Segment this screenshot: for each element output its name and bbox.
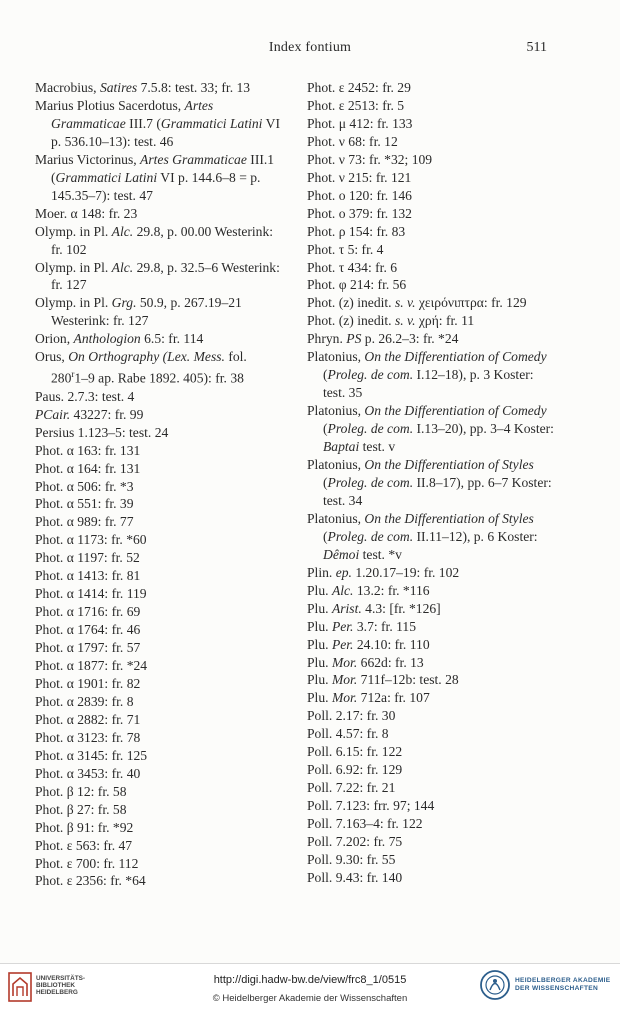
entry-text: Phot. α 1413: fr. 81 xyxy=(35,568,141,584)
entry-text: Orion, xyxy=(35,331,74,347)
entry-text: 711f–12b: test. 28 xyxy=(357,672,459,688)
entry-text: Platonius, xyxy=(307,349,365,365)
entry-text: Olymp. in Pl. xyxy=(35,223,112,239)
index-entry xyxy=(307,725,555,743)
academy-logo-icon[interactable] xyxy=(479,969,511,1001)
index-entry xyxy=(35,729,285,747)
index-entry xyxy=(307,797,555,815)
academy-line-1: HEIDELBERGER AKADEMIE xyxy=(515,977,611,984)
academy-name xyxy=(515,977,610,993)
entry-text: II.8–17), pp. 6–7 Koster: test. 34 xyxy=(323,474,552,508)
entry-text: 1–9 ap. Rabe 1892. 405): fr. 38 xyxy=(74,370,244,386)
entry-text: Plu. xyxy=(307,690,332,706)
index-entry xyxy=(307,115,555,133)
index-entry xyxy=(35,442,285,460)
entry-text: I.12–18), p. 3 Koster: test. 35 xyxy=(323,367,534,401)
entry-text: Phot. ε 2452: fr. 29 xyxy=(307,80,411,95)
index-entry xyxy=(35,223,285,259)
index-entry xyxy=(307,510,555,564)
entry-text: Phot. α 506: fr. *3 xyxy=(35,478,134,494)
entry-italic-title: ep. xyxy=(335,564,352,580)
page-number: 511 xyxy=(526,40,547,55)
entry-text: ( xyxy=(323,367,328,383)
index-entry xyxy=(307,187,555,205)
entry-text: Marius Victorinus, xyxy=(35,151,141,167)
index-entry xyxy=(307,79,555,97)
index-entry xyxy=(307,600,555,618)
entry-text: 1.20.17–19: fr. 102 xyxy=(351,564,460,580)
index-entry xyxy=(307,707,555,725)
entry-text: Phot. α 1414: fr. 119 xyxy=(35,586,147,602)
entry-text: Paus. 2.7.3: test. 4 xyxy=(35,388,135,404)
index-entry xyxy=(307,456,555,510)
index-entry xyxy=(35,97,285,151)
ub-line-3: HEIDELBERG xyxy=(36,989,78,997)
entry-text: 29.8, p. 32.5–6 Westerink: fr. 127 xyxy=(51,259,280,293)
index-entry xyxy=(35,406,285,424)
index-entry xyxy=(307,151,555,169)
index-entry xyxy=(307,654,555,672)
index-entry xyxy=(35,855,285,873)
index-entry xyxy=(35,747,285,765)
index-entry xyxy=(307,259,555,277)
entry-text: Olymp. in Pl. xyxy=(35,259,112,275)
academy-line-2: DER WISSENSCHAFTEN xyxy=(515,985,599,992)
entry-italic-title: s. v. xyxy=(394,313,416,329)
entry-text: Phot. ε 2356: fr. *64 xyxy=(35,873,146,889)
entry-text: Phot. α 1877: fr. *24 xyxy=(35,658,148,674)
entry-text: Plu. xyxy=(307,672,332,688)
entry-text: Poll. 2.17: fr. 30 xyxy=(307,708,396,724)
entry-italic-title: On the Differentiation of Styles xyxy=(364,457,534,473)
index-entry xyxy=(35,621,285,639)
index-entry xyxy=(35,478,285,496)
index-entry xyxy=(35,675,285,693)
index-entry xyxy=(35,819,285,837)
entry-text: 6.5: fr. 114 xyxy=(140,331,204,347)
entry-text: Marius Plotius Sacerdotus, xyxy=(35,97,185,113)
entry-text: II.11–12), p. 6 Koster: xyxy=(413,528,538,544)
entry-text: Poll. 4.57: fr. 8 xyxy=(307,726,389,742)
index-entry xyxy=(35,567,285,585)
entry-text: III.7 ( xyxy=(125,115,161,131)
entry-italic-title: Anthologion xyxy=(73,331,141,347)
entry-text: 3.7: fr. 115 xyxy=(353,618,417,634)
entry-italic-title: On Orthography (Lex. Mess. xyxy=(68,349,225,365)
entry-italic-title: Alc. xyxy=(111,259,134,275)
entry-text: Phot. ν 73: fr. *32; 109 xyxy=(307,151,433,167)
index-entry xyxy=(307,743,555,761)
index-entry xyxy=(35,549,285,567)
entry-text: 7.5.8: test. 33; fr. 13 xyxy=(137,80,251,95)
entry-text: Phot. ν 215: fr. 121 xyxy=(307,169,412,185)
entry-text: Plu. xyxy=(307,654,332,670)
entry-text: Poll. 6.15: fr. 122 xyxy=(307,744,403,760)
index-entry xyxy=(35,424,285,442)
entry-superscript: r xyxy=(71,369,75,380)
entry-italic-title: Alc. xyxy=(331,582,354,598)
ub-line-1: UNIVERSITÄTS- xyxy=(36,975,85,982)
index-entry xyxy=(307,241,555,259)
index-entry xyxy=(35,205,285,223)
index-entry xyxy=(35,585,285,603)
entry-italic-title: Proleg. de com. xyxy=(327,367,414,383)
index-entry xyxy=(307,689,555,707)
entry-italic-title: Satires xyxy=(99,80,138,95)
index-entry xyxy=(307,133,555,151)
entry-text: test. *v xyxy=(359,546,402,562)
page-header xyxy=(0,40,620,60)
running-title: Index fontium xyxy=(268,40,352,55)
entry-text: Macrobius, xyxy=(35,80,100,95)
entry-text: Phot. ε 563: fr. 47 xyxy=(35,837,133,853)
entry-text: ( xyxy=(323,421,328,437)
entry-italic-title: Dêmoi xyxy=(323,546,360,562)
index-entry xyxy=(307,869,555,887)
entry-italic-title: Artes Grammaticae xyxy=(140,151,247,167)
index-entry xyxy=(35,693,285,711)
index-entry xyxy=(307,205,555,223)
entry-italic-title: On the Differentiation of Comedy xyxy=(364,403,547,419)
entry-text: 29.8, p. 00.00 Westerink: fr. 102 xyxy=(51,223,274,257)
copyright-notice: © Heidelberger Akademie der Wissenschaften xyxy=(212,993,408,1004)
index-entry xyxy=(307,564,555,582)
permalink-url[interactable]: http://digi.hadw-bw.de/view/frc8_1/0515 xyxy=(213,974,407,986)
index-entry xyxy=(307,671,555,689)
index-entry xyxy=(307,833,555,851)
entry-text: Plu. xyxy=(307,618,332,634)
entry-text: Olymp. in Pl. xyxy=(35,295,112,311)
entry-italic-title: Grammatici Latini xyxy=(55,169,158,185)
entry-italic-title: s. v. xyxy=(394,295,416,311)
entry-text: Poll. 7.123: frr. 97; 144 xyxy=(307,798,435,814)
entry-text: Phot. α 3453: fr. 40 xyxy=(35,765,141,781)
entry-text: Phot. α 163: fr. 131 xyxy=(35,442,141,458)
index-entry xyxy=(307,330,555,348)
index-entry xyxy=(307,815,555,833)
entry-text: Poll. 7.22: fr. 21 xyxy=(307,780,396,796)
index-entry xyxy=(35,330,285,348)
index-entry xyxy=(35,151,285,205)
entry-italic-title: On the Differentiation of Comedy xyxy=(364,349,547,365)
entry-text: Phot. ε 700: fr. 112 xyxy=(35,855,139,871)
entry-italic-title: PS xyxy=(346,331,362,347)
index-entry xyxy=(35,639,285,657)
entry-text: Phot. α 2839: fr. 8 xyxy=(35,693,134,709)
entry-text: Phot. ρ 154: fr. 83 xyxy=(307,223,406,239)
index-entry xyxy=(307,636,555,654)
entry-text: Phot. τ 5: fr. 4 xyxy=(307,241,384,257)
entry-italic-title: Artes Grammaticae xyxy=(51,97,214,131)
entry-text: Phot. φ 214: fr. 56 xyxy=(307,277,407,293)
index-entry xyxy=(35,711,285,729)
index-column-left xyxy=(35,79,285,890)
entry-text: Plin. xyxy=(307,564,336,580)
entry-text: Phot. ο 120: fr. 146 xyxy=(307,187,412,203)
index-entry xyxy=(35,872,285,890)
entry-text: 13.2: fr. *116 xyxy=(353,582,430,598)
index-entry xyxy=(307,97,555,115)
entry-text: Poll. 6.92: fr. 129 xyxy=(307,762,403,778)
entry-text: χρή: fr. 11 xyxy=(415,313,475,329)
index-entry xyxy=(307,851,555,869)
entry-italic-title: Proleg. de com. xyxy=(327,528,414,544)
entry-text: Plu. xyxy=(307,600,332,616)
entry-italic-title: Per. xyxy=(331,636,354,652)
index-entry xyxy=(35,801,285,819)
index-entry xyxy=(307,761,555,779)
viewer-footer xyxy=(0,964,620,1009)
index-column-right xyxy=(307,79,555,887)
entry-text: Platonius, xyxy=(307,403,365,419)
index-entry xyxy=(307,169,555,187)
entry-text: Phot. α 1797: fr. 57 xyxy=(35,640,141,656)
entry-text: Phot. α 989: fr. 77 xyxy=(35,514,134,530)
entry-text: Phot. ο 379: fr. 132 xyxy=(307,205,412,221)
index-entry xyxy=(307,294,555,312)
index-entry xyxy=(35,531,285,549)
index-entry xyxy=(35,603,285,621)
entry-text: ( xyxy=(323,528,328,544)
index-entry xyxy=(307,618,555,636)
entry-text: Phot. α 1173: fr. *60 xyxy=(35,532,147,548)
index-entry xyxy=(35,495,285,513)
entry-text: Platonius, xyxy=(307,457,365,473)
index-entry xyxy=(307,779,555,797)
entry-text: 4.3: [fr. *126] xyxy=(361,600,441,616)
index-entry xyxy=(35,783,285,801)
entry-italic-title: Alc. xyxy=(111,223,134,239)
entry-text: 24.10: fr. 110 xyxy=(353,636,430,652)
entry-text: Plu. xyxy=(307,582,332,598)
entry-text: Phot. μ 412: fr. 133 xyxy=(307,115,413,131)
entry-text: Phot. α 551: fr. 39 xyxy=(35,496,134,512)
index-entry xyxy=(35,259,285,295)
entry-text: 43227: fr. 99 xyxy=(70,406,144,422)
entry-italic-title: Per. xyxy=(331,618,354,634)
entry-text: Phot. τ 434: fr. 6 xyxy=(307,259,398,275)
index-entry xyxy=(35,79,285,97)
entry-italic-title: Grammatici Latini xyxy=(160,115,263,131)
entry-text: Phot. α 1716: fr. 69 xyxy=(35,604,141,620)
entry-text: Plu. xyxy=(307,636,332,652)
index-entry xyxy=(35,657,285,675)
entry-text: Platonius, xyxy=(307,510,365,526)
index-entry xyxy=(35,348,285,387)
ub-line-2: BIBLIOTHEK xyxy=(36,982,76,990)
entry-text: 662d: fr. 13 xyxy=(357,654,424,670)
index-entry xyxy=(307,276,555,294)
index-entry xyxy=(307,582,555,600)
index-entry xyxy=(35,765,285,783)
index-entry xyxy=(307,223,555,241)
entry-text: Persius 1.123–5: test. 24 xyxy=(35,424,169,440)
entry-text: Phot. β 27: fr. 58 xyxy=(35,801,127,817)
index-entry xyxy=(35,460,285,478)
index-entry xyxy=(307,348,555,402)
entry-italic-title: Mor. xyxy=(331,654,358,670)
entry-text: ( xyxy=(323,474,328,490)
index-entry xyxy=(307,402,555,456)
entry-text: VI p. 144.6–8 = p. 145.35–7): test. 47 xyxy=(51,169,261,203)
entry-text: Phot. β 91: fr. *92 xyxy=(35,819,134,835)
index-entry xyxy=(35,294,285,330)
entry-text: Phot. α 1197: fr. 52 xyxy=(35,550,140,566)
entry-italic-title: On the Differentiation of Styles xyxy=(364,510,534,526)
entry-text: Moer. α 148: fr. 23 xyxy=(35,205,138,221)
entry-text: Phot. α 3123: fr. 78 xyxy=(35,729,141,745)
entry-text: p. 26.2–3: fr. *24 xyxy=(361,331,459,347)
entry-italic-title: Proleg. de com. xyxy=(327,421,414,437)
entry-text: Phot. α 3145: fr. 125 xyxy=(35,747,148,763)
entry-text: Phot. (z) inedit. xyxy=(307,295,395,311)
entry-text: Poll. 9.43: fr. 140 xyxy=(307,869,403,885)
entry-text: Phot. α 1764: fr. 46 xyxy=(35,622,141,638)
entry-text: Phot. α 164: fr. 131 xyxy=(35,460,141,476)
entry-text: VI p. 536.10–13): test. 46 xyxy=(51,115,280,149)
entry-text: Poll. 7.163–4: fr. 122 xyxy=(307,816,423,832)
entry-text: Phot. α 1901: fr. 82 xyxy=(35,675,141,691)
entry-italic-title: Mor. xyxy=(331,690,358,706)
entry-text: χειρόνιπτρα: fr. 129 xyxy=(415,295,527,311)
entry-italic-title: Mor. xyxy=(331,672,358,688)
index-entry xyxy=(35,513,285,531)
entry-text: fol. 280 xyxy=(51,349,247,386)
entry-text: 50.9, p. 267.19–21 Westerink: fr. 127 xyxy=(51,295,242,329)
entry-text: test. v xyxy=(359,439,396,455)
entry-text: Poll. 9.30: fr. 55 xyxy=(307,851,396,867)
entry-italic-title: Arist. xyxy=(331,600,362,616)
entry-text: Phot. β 12: fr. 58 xyxy=(35,783,127,799)
entry-text: Phot. ε 2513: fr. 5 xyxy=(307,97,405,113)
index-entry xyxy=(35,388,285,406)
entry-italic-title: Baptai xyxy=(323,439,360,455)
index-entry xyxy=(35,837,285,855)
entry-text: Phot. ν 68: fr. 12 xyxy=(307,133,398,149)
entry-text: III.1 ( xyxy=(51,151,275,185)
entry-text: Phot. (z) inedit. xyxy=(307,313,395,329)
entry-text: Poll. 7.202: fr. 75 xyxy=(307,834,403,850)
entry-text: Phot. α 2882: fr. 71 xyxy=(35,711,141,727)
index-entry xyxy=(307,312,555,330)
entry-text: 712a: fr. 107 xyxy=(357,690,430,706)
entry-italic-title: PCair. xyxy=(35,406,71,422)
entry-text: Phryn. xyxy=(307,331,347,347)
entry-italic-title: Proleg. de com. xyxy=(327,474,414,490)
entry-text: Orus, xyxy=(35,349,69,365)
entry-italic-title: Grg. xyxy=(111,295,137,311)
entry-text: I.13–20), pp. 3–4 Koster: xyxy=(413,421,554,437)
